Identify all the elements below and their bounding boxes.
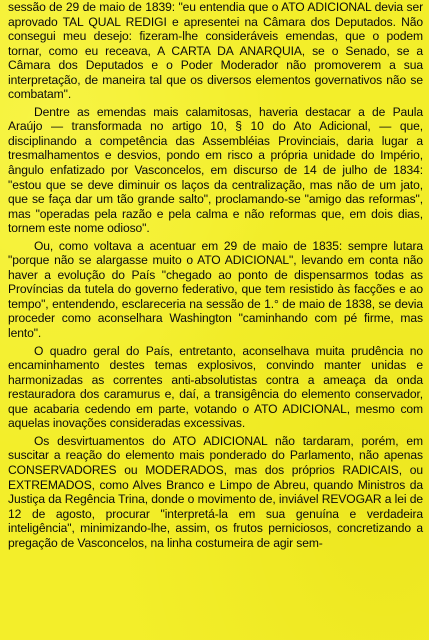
paragraph-4: O quadro geral do País, entretanto, aconselhava muita prudência no encaminhamento destes temas explosivos, convindo manter unidas e harmonizadas as correntes anti-absolutistas contra a ameaça da onda restauradora dos caramurus e, daí, a transigência do elemento conservador, que acabaria cedendo em parte, votando o ATO ADICIONAL, mesmo com aquelas inovações consideradas excessivas. — [8, 343, 423, 431]
body-text — [8, 0, 423, 550]
paragraph-1: sessão de 29 de maio de 1839: "eu entendia que o ATO ADICIONAL devia ser aprovado TAL QUAL REDIGI e apresentei na Câmara dos Deputados. Não consegui meu desejo: fizeram-lhe consideráveis emendas, que o podem tornar, como eu receava, A CARTA DA ANARQUIA, se o Senado, se a Câmara dos Deputados e o Poder Moderador não promoverem a sua interpretação, de maneira tal que os diversos elementos governativos não se combatam". — [8, 0, 423, 102]
paragraph-5: Os desvirtuamentos do ATO ADICIONAL não tardaram, porém, em suscitar a reação do elemento mais ponderado do Parlamento, não apenas CONSERVADORES ou MODERADOS, mas dos próprios RADICAIS, ou EXTREMADOS, como Alves Branco e Limpo de Abreu, quando Ministros da Justiça da Regência Trina, donde o movimento de, inviável REVOGAR a lei de 12 de agosto, procurar "interpretá-la em sua genuína e verdadeira inteligência", minimizando-lhe, assim, os frutos perniciosos, concretizando a pregação de Vasconcelos, na linha costumeira de agir sem- — [8, 433, 423, 550]
paragraph-2: Dentre as emendas mais calamitosas, haveria destacar a de Paula Araújo — transformada no artigo 10, § 10 do Ato Adicional, — que, disciplinando a competência das Assembléias Provinciais, daria lugar a tresmalhamentos e desvios, pondo em risco a própria unidade do Império, ângulo enfatizado por Vasconcelos, em discurso de 14 de julho de 1834: "estou que se deve diminuir os laços da centralização, mas não de um jato, que se faça dar um tão grande salto", proclamando-se "amigo das reformas", mas "operadas pela razão e pela calma e não reformas que, em dois dias, tornem este nome odioso". — [8, 104, 423, 236]
paragraph-3: Ou, como voltava a acentuar em 29 de maio de 1835: sempre lutara "porque não se alargasse muito o ATO ADICIONAL", levando em conta não haver a evolução do País "chegado ao ponto de dispensarmos todas as Províncias da tutela do governo federativo, que tem resistido às facções e ao tempo", entendendo, esclareceria na sessão de 1.° de maio de 1838, se devia proceder como aconselhara Washington "caminhando com pé firme, mas lento". — [8, 238, 423, 341]
